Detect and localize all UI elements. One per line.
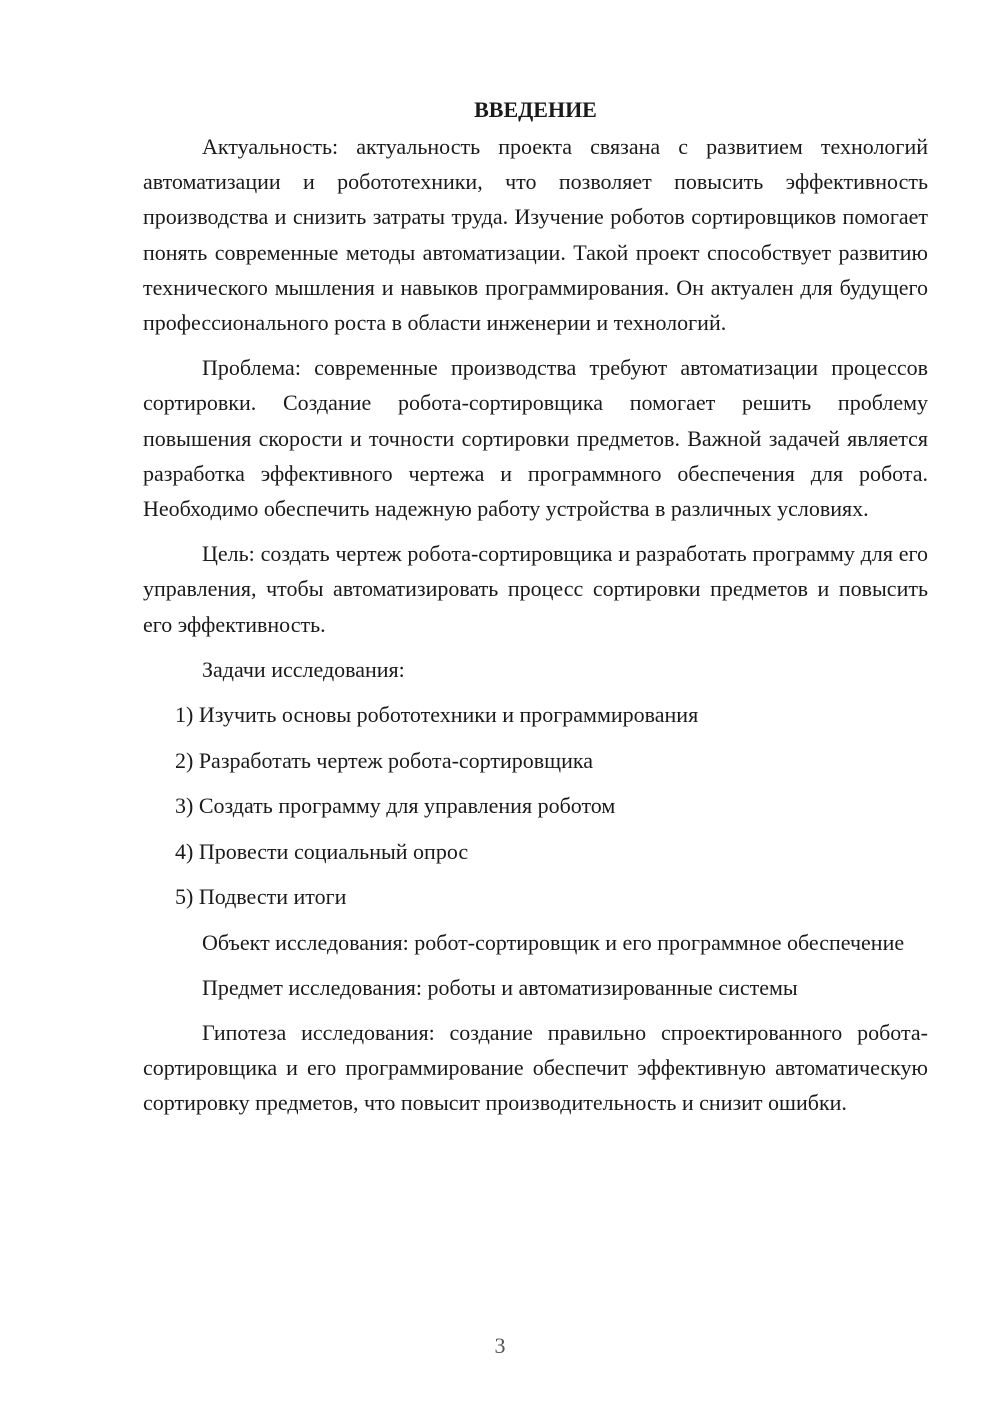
paragraph-object: Объект исследования: робот-сортировщик и его программное обеспечение [202,929,905,955]
list-item: 2) Разработать чертеж робота-сортировщика [175,747,593,773]
page-number: 3 [494,1333,506,1358]
tasks-list [143,697,928,914]
document-title: ВВЕДЕНИЕ [474,97,597,122]
list-item: 4) Провести социальный опрос [175,838,469,864]
list-item: 5) Подвести итоги [175,884,347,910]
paragraph-goal: Цель: создать чертеж робота-сортировщика и разработать программу для его управления, чтобы автоматизировать процесс сортировки предметов и повысить его эффективность. [143,541,928,637]
tasks-heading: Задачи исследования: [202,656,405,682]
paragraph-subject: Предмет исследования: роботы и автоматизированные системы [202,974,798,1000]
document-page [143,92,928,1131]
list-item: 3) Создать программу для управления роботом [175,793,616,819]
paragraph-problem: Проблема: современные производства требуют автоматизации процессов сортировки. Создание робота-сортировщика помогает решить проблему повышения скорости и точности сортировки предметов. Важной задачей является разработка эффективного чертежа и программного обеспечения для робота. Необходимо обеспечить надежную работу устройства в различных условиях. [143,355,928,522]
paragraph-hypothesis: Гипотеза исследования: создание правильно спроектированного робота-сортировщика и его программирование обеспечит эффективную автоматическую сортировку предметов, что повысит производительность и снизит ошибки. [143,1019,928,1116]
paragraph-relevance: Актуальность: актуальность проекта связана с развитием технологий автоматизации и робототехники, что позволяет повысить эффективность производства и снизить затраты труда. Изучение роботов сортировщиков помогает понять современные методы автоматизации. Такой проект способствует развитию технического мышления и навыков программирования. Он актуален для будущего профессионального роста в области инженерии и технологий. [143,134,928,336]
list-item: 1) Изучить основы робототехники и программирования [175,702,699,728]
